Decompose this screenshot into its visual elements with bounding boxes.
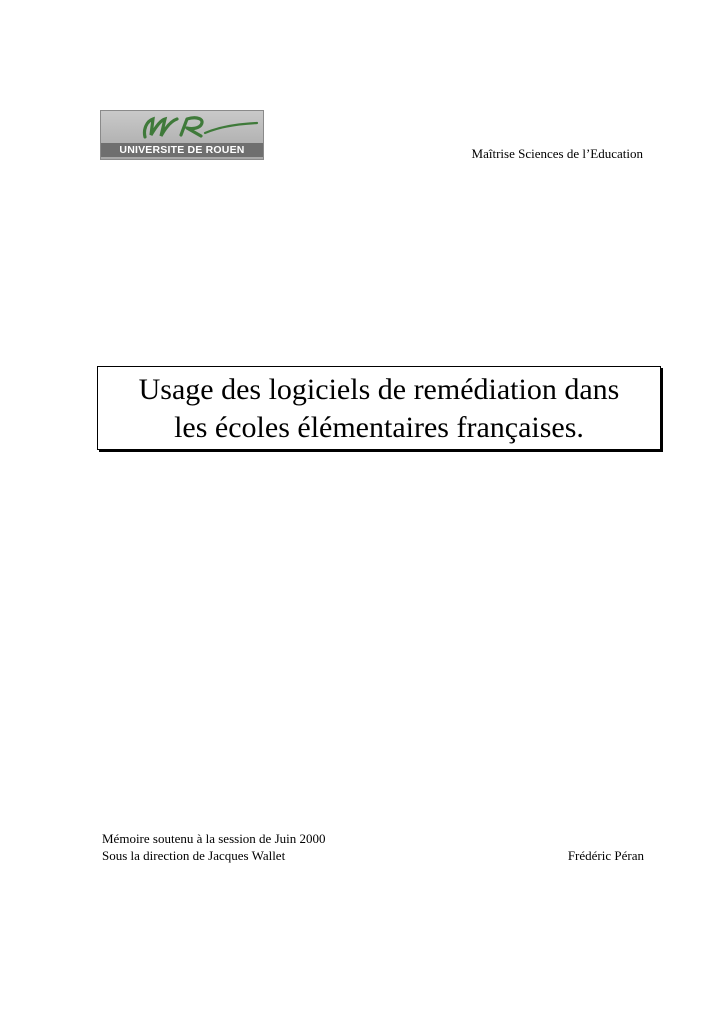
thesis-title-box xyxy=(97,366,661,450)
thesis-title-line-2: les écoles élémentaires françaises. xyxy=(174,411,584,444)
thesis-title-line-1: Usage des logiciels de remédiation dans xyxy=(138,373,620,406)
defense-info xyxy=(102,830,326,864)
logo-university-name: UNIVERSITE DE ROUEN xyxy=(101,143,263,157)
program-name: Maîtrise Sciences de l’Education xyxy=(471,146,643,161)
thesis-director: Sous la direction de Jacques Wallet xyxy=(102,848,286,863)
ur-logo-mark-icon xyxy=(101,111,264,145)
university-logo xyxy=(100,110,264,160)
defense-session: Mémoire soutenu à la session de Juin 2000 xyxy=(102,831,326,846)
author-name: Frédéric Péran xyxy=(567,848,644,863)
